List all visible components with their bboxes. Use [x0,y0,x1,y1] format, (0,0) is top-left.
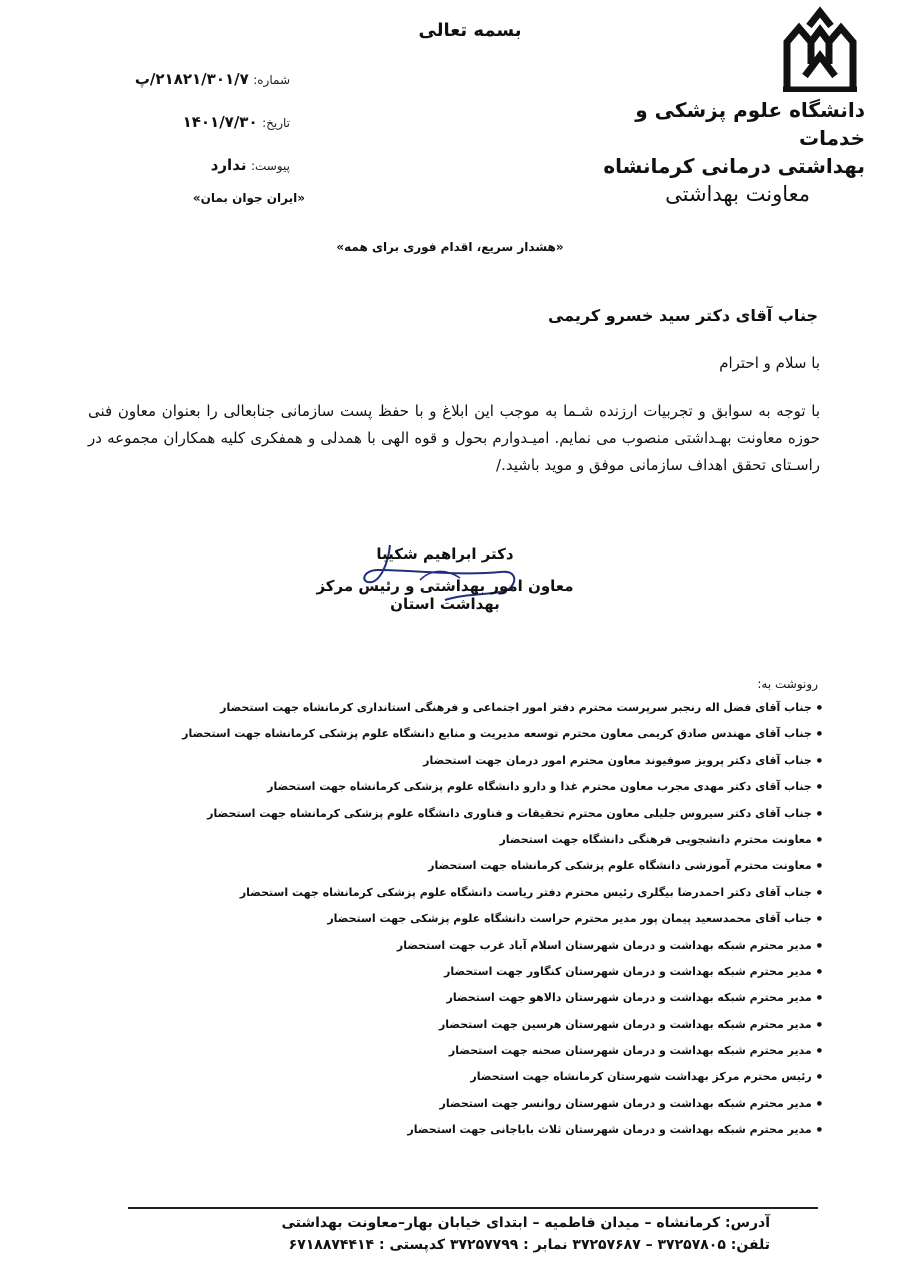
letter-meta [110,70,290,199]
cc-item: ● جناب آقای دکتر مهدی مجرب معاون محترم غذا و دارو دانشگاه علوم پزشکی کرمانشاه جهت استحضار [182,779,822,805]
university-logo-icon [775,6,865,92]
footer-address: آدرس: کرمانشاه – میدان فاطمیه – ابتدای خیابان بهار–معاونت بهداشتی [281,1215,770,1231]
number-label: شماره: [253,73,290,87]
signatory-name: دکتر ابراهیم شکیبا [376,545,514,563]
cc-item: ● جناب آقای دکتر پرویز صوفیوند معاون محترم امور درمان جهت استحضار [182,753,822,779]
cc-item: ● مدیر محترم شبکه بهداشت و درمان شهرستان کنگاور جهت استحضار [182,964,822,990]
basmala: بسمه تعالی [418,20,522,41]
cc-item: ● رئیس محترم مرکز بهداشت شهرستان کرمانشاه جهت استحضار [182,1069,822,1095]
cc-item: ● مدیر محترم شبکه بهداشت و درمان شهرستان دالاهو جهت استحضار [182,990,822,1016]
addressee: جناب آقای دکتر سید خسرو کریمی [547,306,818,325]
headline: «هشدار سریع، اقدام فوری برای همه» [336,240,564,254]
cc-item: ● مدیر محترم شبکه بهداشت و درمان شهرستان ثلاث باباجانی جهت استحضار [182,1122,822,1148]
cc-item: ● جناب آقای دکتر احمدرضا بیگلری رئیس محترم دفتر ریاست دانشگاه علوم پزشکی کرمانشاه جهت استحضار [182,885,822,911]
university-line-2: بهداشتی درمانی کرمانشاه [603,154,865,178]
signatory-block [290,545,600,613]
cc-item: ● مدیر محترم شبکه بهداشت و درمان شهرستان اسلام آباد غرب جهت استحضار [182,938,822,964]
number-value: ۲۱۸۲۱/۳۰۱/۷/پ [134,70,249,88]
footer [120,1212,770,1256]
footer-phones: تلفن: ۳۷۲۵۷۸۰۵ – ۳۷۲۵۷۶۸۷ نمابر : ۳۷۲۵۷۷۹۹ کدپستی : ۶۷۱۸۸۷۴۴۱۴ [288,1237,770,1253]
cc-item: ● معاونت محترم دانشجویی فرهنگی دانشگاه جهت استحضار [182,832,822,858]
attachment-label: پیوست: [250,159,290,173]
cc-item: ● جناب آقای دکتر سیروس جلیلی معاون محترم تحقیقات و فناوری دانشگاه علوم پزشکی کرمانشاه جهت استحضار [182,806,822,832]
footer-divider [128,1207,818,1209]
date-label: تاریخ: [262,116,290,130]
attachment-value: ندارد [210,156,247,174]
cc-item: ● مدیر محترم شبکه بهداشت و درمان شهرستان صحنه جهت استحضار [182,1043,822,1069]
signatory-title: معاون امور بهداشتی و رئیس مرکز بهداشت استان [316,577,574,613]
slogan: «ایران جوان بمان» [192,191,305,205]
cc-list [182,700,822,1149]
cc-item: ● جناب آقای محمدسعید پیمان پور مدیر محترم حراست دانشگاه علوم پزشکی جهت استحضار [182,911,822,937]
cc-item: ● جناب آقای فضل اله رنجبر سرپرست محترم دفتر امور اجتماعی و فرهنگی استانداری کرمانشاه جهت استحضار [182,700,822,726]
cc-item: ● معاونت محترم آموزشی دانشگاه علوم پزشکی کرمانشاه جهت استحضار [182,858,822,884]
letter-body: با توجه به سوابق و تجربیات ارزنده شـما به موجب این ابلاغ و با حفظ پست سازمانی جنابعالی را بعنوان معاون فنی حوزه معاونت بهـداشتی منصوب می نمایم. امیـدوارم بحول و قوه الهی با همدلی و همفکری کلیه همکاران مجموعه در راسـتای تحقق اهداف سازمانی موفق و موید باشید./ [88,402,820,474]
cc-item: ● مدیر محترم شبکه بهداشت و درمان شهرستان روانسر جهت استحضار [182,1096,822,1122]
number-row [110,70,290,113]
date-row [110,113,290,156]
cc-item: ● جناب آقای مهندس صادق کریمی معاون محترم توسعه مدیریت و منابع دانشگاه علوم پزشکی کرمانشاه جهت استحضار [182,726,822,752]
university-name [565,96,865,208]
deputy-name: معاونت بهداشتی [665,182,810,206]
date-value: ۱۴۰۱/۷/۳۰ [182,113,258,131]
university-line-1: دانشگاه علوم پزشکی و خدمات [635,98,865,150]
cc-title: رونوشت به: [757,677,818,691]
greeting: با سلام و احترام [719,354,820,372]
cc-item: ● مدیر محترم شبکه بهداشت و درمان شهرستان هرسین جهت استحضار [182,1017,822,1043]
